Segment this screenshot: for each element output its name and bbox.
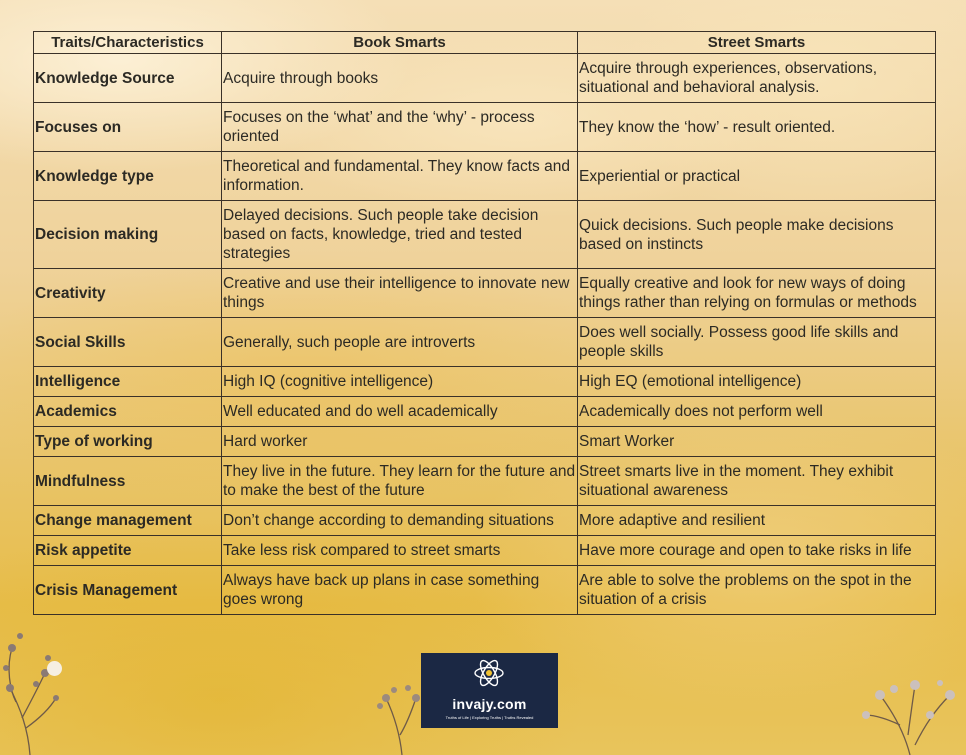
table-row <box>34 318 936 367</box>
white-flower-decoration <box>47 661 62 676</box>
trait-cell: Knowledge Source <box>34 54 222 103</box>
book-cell: Acquire through books <box>222 54 578 103</box>
trait-cell: Social Skills <box>34 318 222 367</box>
book-cell: Creative and use their intelligence to innovate new things <box>222 269 578 318</box>
table-row <box>34 397 936 427</box>
book-cell: High IQ (cognitive intelligence) <box>222 367 578 397</box>
comparison-table-container <box>33 31 935 615</box>
trait-cell: Risk appetite <box>34 536 222 566</box>
logo-tagline: Truths of Life | Exploring Truths | Truths Revealed <box>445 715 534 720</box>
trait-cell: Change management <box>34 506 222 536</box>
trait-cell: Type of working <box>34 427 222 457</box>
header-row <box>34 32 936 54</box>
table-row <box>34 457 936 506</box>
dried-flower-right-decoration <box>860 675 960 755</box>
atom-icon <box>473 657 505 689</box>
street-cell: Quick decisions. Such people make decisions based on instincts <box>578 201 936 269</box>
book-cell: Don’t change according to demanding situations <box>222 506 578 536</box>
header-traits: Traits/Characteristics <box>34 32 222 54</box>
header-book-smarts: Book Smarts <box>222 32 578 54</box>
street-cell: Acquire through experiences, observations, situational and behavioral analysis. <box>578 54 936 103</box>
street-cell: Street smarts live in the moment. They exhibit situational awareness <box>578 457 936 506</box>
table-row <box>34 269 936 318</box>
trait-cell: Crisis Management <box>34 566 222 615</box>
street-cell: Experiential or practical <box>578 152 936 201</box>
street-cell: Academically does not perform well <box>578 397 936 427</box>
book-cell: Take less risk compared to street smarts <box>222 536 578 566</box>
book-cell: They live in the future. They learn for the future and to make the best of the future <box>222 457 578 506</box>
table-row <box>34 506 936 536</box>
street-cell: Are able to solve the problems on the spot in the situation of a crisis <box>578 566 936 615</box>
street-cell: They know the ‘how’ - result oriented. <box>578 103 936 152</box>
trait-cell: Creativity <box>34 269 222 318</box>
dried-flower-center-decoration <box>372 680 422 755</box>
street-cell: Does well socially. Possess good life skills and people skills <box>578 318 936 367</box>
trait-cell: Focuses on <box>34 103 222 152</box>
trait-cell: Mindfulness <box>34 457 222 506</box>
trait-cell: Knowledge type <box>34 152 222 201</box>
table-row <box>34 367 936 397</box>
trait-cell: Intelligence <box>34 367 222 397</box>
header-street-smarts: Street Smarts <box>578 32 936 54</box>
trait-cell: Decision making <box>34 201 222 269</box>
street-cell: Equally creative and look for new ways of doing things rather than relying on formulas or methods <box>578 269 936 318</box>
book-cell: Delayed decisions. Such people take decision based on facts, knowledge, tried and tested strategies <box>222 201 578 269</box>
table-row <box>34 566 936 615</box>
street-cell: High EQ (emotional intelligence) <box>578 367 936 397</box>
book-cell: Well educated and do well academically <box>222 397 578 427</box>
street-cell: Smart Worker <box>578 427 936 457</box>
book-cell: Always have back up plans in case something goes wrong <box>222 566 578 615</box>
table-row <box>34 103 936 152</box>
logo-name: invajy.com <box>452 696 527 712</box>
street-cell: More adaptive and resilient <box>578 506 936 536</box>
book-cell: Theoretical and fundamental. They know facts and information. <box>222 152 578 201</box>
book-cell: Generally, such people are introverts <box>222 318 578 367</box>
table-row <box>34 427 936 457</box>
book-cell: Hard worker <box>222 427 578 457</box>
street-cell: Have more courage and open to take risks in life <box>578 536 936 566</box>
table-row <box>34 152 936 201</box>
dried-flower-left-decoration <box>0 628 60 755</box>
invajy-logo <box>421 653 558 728</box>
book-cell: Focuses on the ‘what’ and the ‘why’ - process oriented <box>222 103 578 152</box>
comparison-table <box>33 31 936 615</box>
table-row <box>34 201 936 269</box>
table-row <box>34 54 936 103</box>
table-row <box>34 536 936 566</box>
trait-cell: Academics <box>34 397 222 427</box>
